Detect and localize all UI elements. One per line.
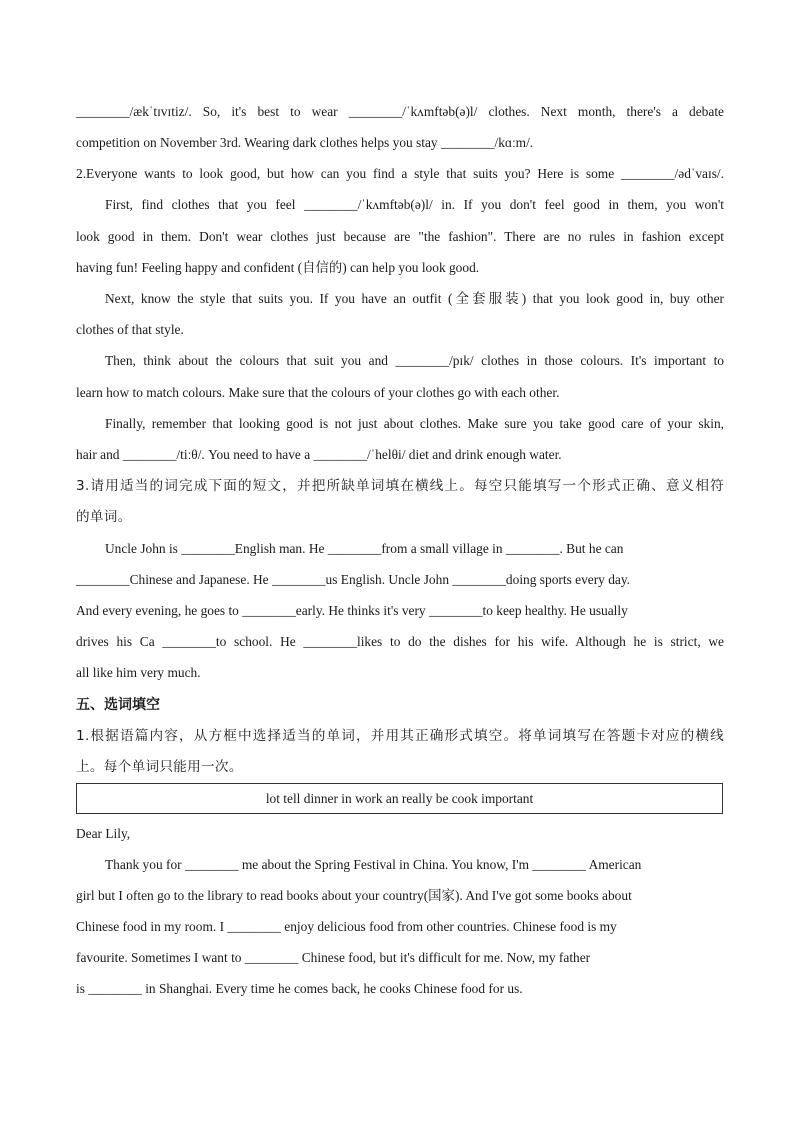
passage2-line-1: First, find clothes that you feel ________/ˈkʌmftəb(ə)l/ in. If you don't feel good in them, you won't	[105, 197, 724, 212]
passage2-line-4: Next, know the style that suits you. If you have an outfit (全套服装) that you look good in, buy other	[105, 291, 724, 306]
section5-instruction-2: 上。每个单词只能用一次。	[76, 759, 243, 775]
passage1-line-2: competition on November 3rd. Wearing dark clothes helps you stay ________/kɑːm/.	[76, 135, 534, 150]
letter-line-2: girl but I often go to the library to read books about your country(国家). And I've got some books about	[76, 888, 632, 903]
letter-greeting: Dear Lily,	[76, 826, 131, 841]
question3-instruction-1: 3.请用适当的词完成下面的短文，并把所缺单词填在横线上。每空只能填写一个形式正确、意义相符	[76, 478, 724, 494]
question3-instruction-2: 的单词。	[76, 509, 132, 525]
letter-line-3: Chinese food in my room. I ________ enjoy delicious food from other countries. Chinese food is my	[76, 919, 617, 934]
passage3-line-2: ________Chinese and Japanese. He ________us English. Uncle John ________doing sports every day.	[76, 572, 631, 587]
passage2-line-7: learn how to match colours. Make sure that the colours of your clothes go with each other.	[76, 385, 560, 400]
letter-line-5: is ________ in Shanghai. Every time he comes back, he cooks Chinese food for us.	[76, 981, 523, 996]
passage2-line-9: hair and ________/tiːθ/. You need to have a ________/ˈhelθi/ diet and drink enough water.	[76, 447, 562, 462]
passage2-line-8: Finally, remember that looking good is not just about clothes. Make sure you take good care of your skin,	[105, 416, 724, 431]
passage2-line-3: having fun! Feeling happy and confident (自信的) can help you look good.	[76, 260, 480, 275]
letter-line-1: Thank you for ________ me about the Spring Festival in China. You know, I'm ________ American	[105, 857, 642, 872]
letter-line-4: favourite. Sometimes I want to ________ Chinese food, but it's difficult for me. Now, my father	[76, 950, 591, 965]
passage1-line-1: ________/ækˈtɪvɪtiz/. So, it's best to wear ________/ˈkʌmftəb(ə)l/ clothes. Next month, there's a debate	[76, 104, 724, 119]
word-bank-box: lot tell dinner in work an really be cook important	[76, 783, 723, 814]
passage3-line-3: And every evening, he goes to ________early. He thinks it's very ________to keep healthy. He usually	[76, 603, 628, 618]
passage3-line-1: Uncle John is ________English man. He ________from a small village in ________. But he can	[105, 541, 624, 556]
passage3-line-5: all like him very much.	[76, 665, 201, 680]
passage2-intro: 2.Everyone wants to look good, but how can you find a style that suits you? Here is some ________/ədˈvaɪs/.	[76, 166, 724, 181]
passage2-line-6: Then, think about the colours that suit you and ________/pɪk/ clothes in those colours. It's important to	[105, 353, 724, 368]
passage2-line-5: clothes of that style.	[76, 322, 184, 337]
section5-heading: 五、选词填空	[76, 697, 160, 713]
section5-instruction-1: 1.根据语篇内容，从方框中选择适当的单词，并用其正确形式填空。将单词填写在答题卡对应的横线	[76, 728, 724, 744]
passage2-line-2: look good in them. Don't wear clothes just because are "the fashion". There are no rules in fashion except	[76, 229, 724, 244]
passage3-line-4: drives his Ca ________to school. He ________likes to do the dishes for his wife. Although he is strict, we	[76, 634, 724, 649]
